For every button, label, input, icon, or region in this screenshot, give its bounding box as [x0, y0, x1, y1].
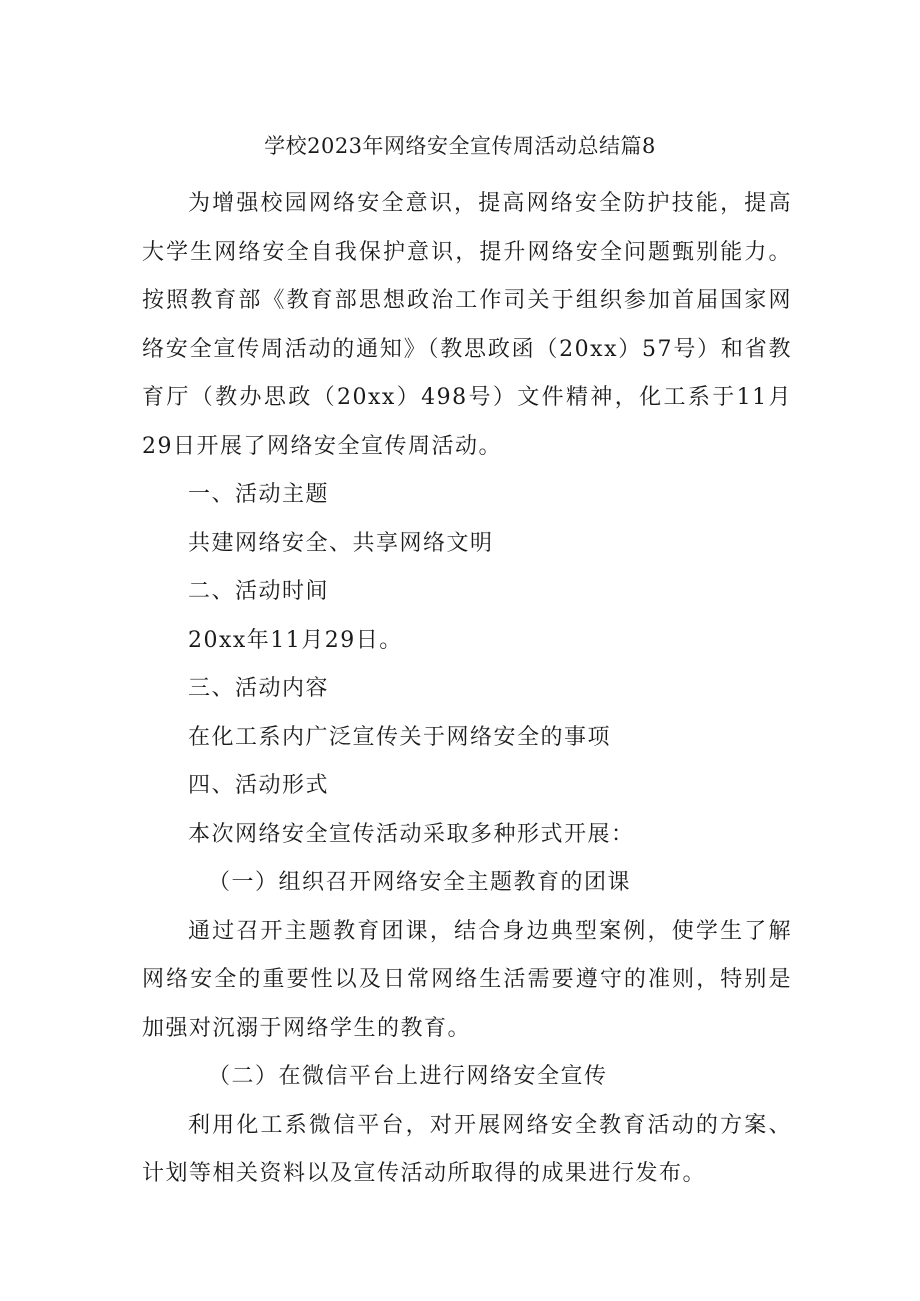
- subsection-text-league-class: 通过召开主题教育团课，结合身边典型案例，使学生了解网络安全的重要性以及日常网络生活需要遵守的准则，特别是加强对沉溺于网络学生的教育。: [142, 918, 792, 1041]
- section-text-time: 20xx年11月29日。: [188, 627, 403, 653]
- document-title: 学校2023年网络安全宣传周活动总结篇8: [264, 134, 656, 158]
- section-heading-time: 二、活动时间: [188, 579, 330, 604]
- section-text-form: 本次网络安全宣传活动采取多种形式开展：: [188, 821, 635, 847]
- subsection-heading-wechat: （二）在微信平台上进行网络安全宣传: [208, 1064, 608, 1089]
- intro-paragraph: 为增强校园网络安全意识，提高网络安全防护技能，提高大学生网络安全自我保护意识，提升网络安全问题甄别能力。按照教育部《教育部思想政治工作司关于组织参加首届国家网络安全宣传周活动的通知》（教思政函（20xx）57号）和省教育厅（教办思政（20xx）498号）文件精神，化工系于11月29日开展了网络安全宣传周活动。: [142, 191, 792, 459]
- section-heading-form: 四、活动形式: [188, 773, 330, 798]
- section-heading-content: 三、活动内容: [188, 676, 330, 701]
- document-body: [142, 180, 792, 1199]
- section-text-theme: 共建网络安全、共享网络文明: [188, 530, 494, 556]
- subsection-heading-league-class: （一）组织召开网络安全主题教育的团课: [208, 870, 632, 895]
- section-text-content: 在化工系内广泛宣传关于网络安全的事项: [188, 724, 612, 750]
- subsection-text-wechat: 利用化工系微信平台，对开展网络安全教育活动的方案、计划等相关资料以及宣传活动所取得的成果进行发布。: [142, 1112, 792, 1186]
- section-heading-theme: 一、活动主题: [188, 482, 330, 507]
